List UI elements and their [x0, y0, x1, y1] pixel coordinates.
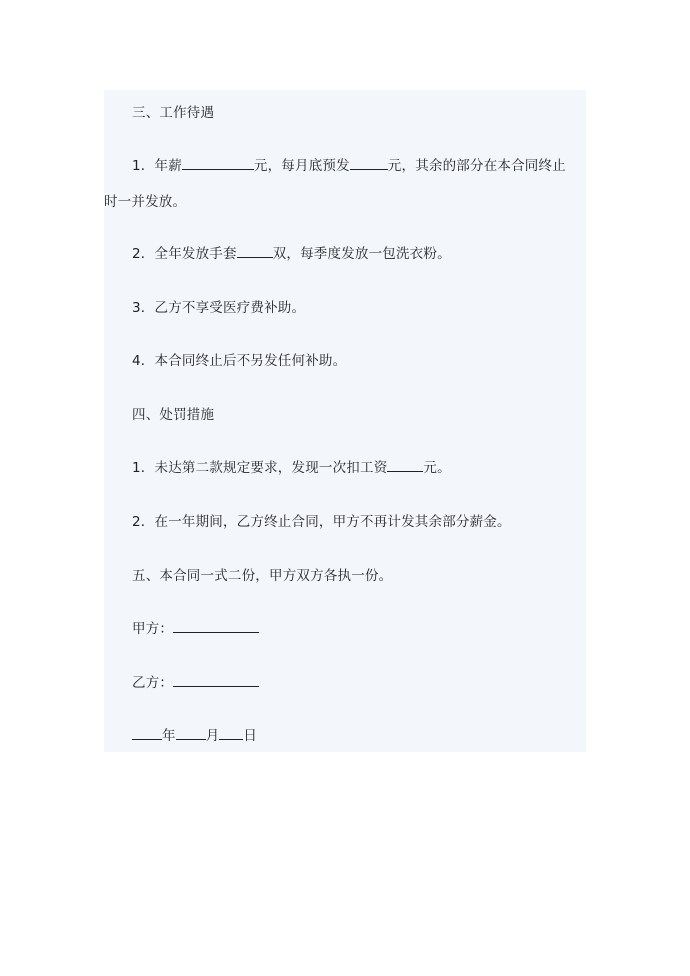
- clause-4-1: [132, 459, 451, 477]
- party-b-signature-blank[interactable]: [173, 674, 259, 687]
- clause-3-1: [132, 157, 566, 175]
- party-label: 乙方：: [132, 675, 174, 691]
- year-label: 年: [162, 728, 176, 744]
- clause-3-2: [132, 245, 451, 263]
- section-heading-5: [132, 567, 392, 585]
- gloves-blank[interactable]: [237, 245, 273, 258]
- clause-text: 时一并发放。: [104, 194, 187, 210]
- party-a-signature-blank[interactable]: [173, 620, 259, 633]
- salary-blank[interactable]: [182, 157, 254, 170]
- clause-text: 1．未达第二款规定要求，发现一次扣工资: [132, 460, 388, 476]
- signature-party-a: [132, 620, 259, 638]
- heading-text: 三、工作待遇: [132, 105, 215, 121]
- clause-text: 五、本合同一式二份，甲方双方各执一份。: [132, 568, 393, 584]
- signature-party-b: [132, 674, 259, 692]
- section-heading-4: [132, 406, 214, 424]
- day-blank[interactable]: [219, 727, 243, 740]
- clause-text: 2．在一年期间，乙方终止合同，甲方不再计发其余部分薪金。: [132, 514, 511, 530]
- clause-text: 双，每季度发放一包洗衣粉。: [272, 246, 451, 262]
- clause-text: 1．年薪: [132, 158, 182, 174]
- year-blank[interactable]: [132, 727, 162, 740]
- heading-text: 四、处罚措施: [132, 407, 215, 423]
- month-label: 月: [205, 728, 220, 744]
- clause-text: 3．乙方不享受医疗费补助。: [132, 300, 306, 316]
- section-heading-3: [132, 104, 214, 122]
- clause-4-2: [132, 513, 511, 531]
- clause-text: 元，其余的部分在本合同终止: [387, 158, 566, 174]
- clause-text: 2．全年发放手套: [132, 246, 237, 262]
- clause-text: 4．本合同终止后不另发任何补助。: [132, 353, 347, 369]
- advance-blank[interactable]: [350, 157, 388, 170]
- party-label: 甲方：: [132, 621, 174, 637]
- clause-3-1-continued: [104, 193, 186, 211]
- deduction-blank[interactable]: [387, 459, 423, 472]
- document-body: [104, 90, 586, 752]
- clause-text: 元，每月底预发: [253, 158, 350, 174]
- clause-3-4: [132, 352, 346, 370]
- date-line: [132, 727, 257, 745]
- day-label: 日: [243, 728, 258, 744]
- clause-3-3: [132, 299, 305, 317]
- clause-text: 元。: [423, 460, 451, 476]
- month-blank[interactable]: [176, 727, 206, 740]
